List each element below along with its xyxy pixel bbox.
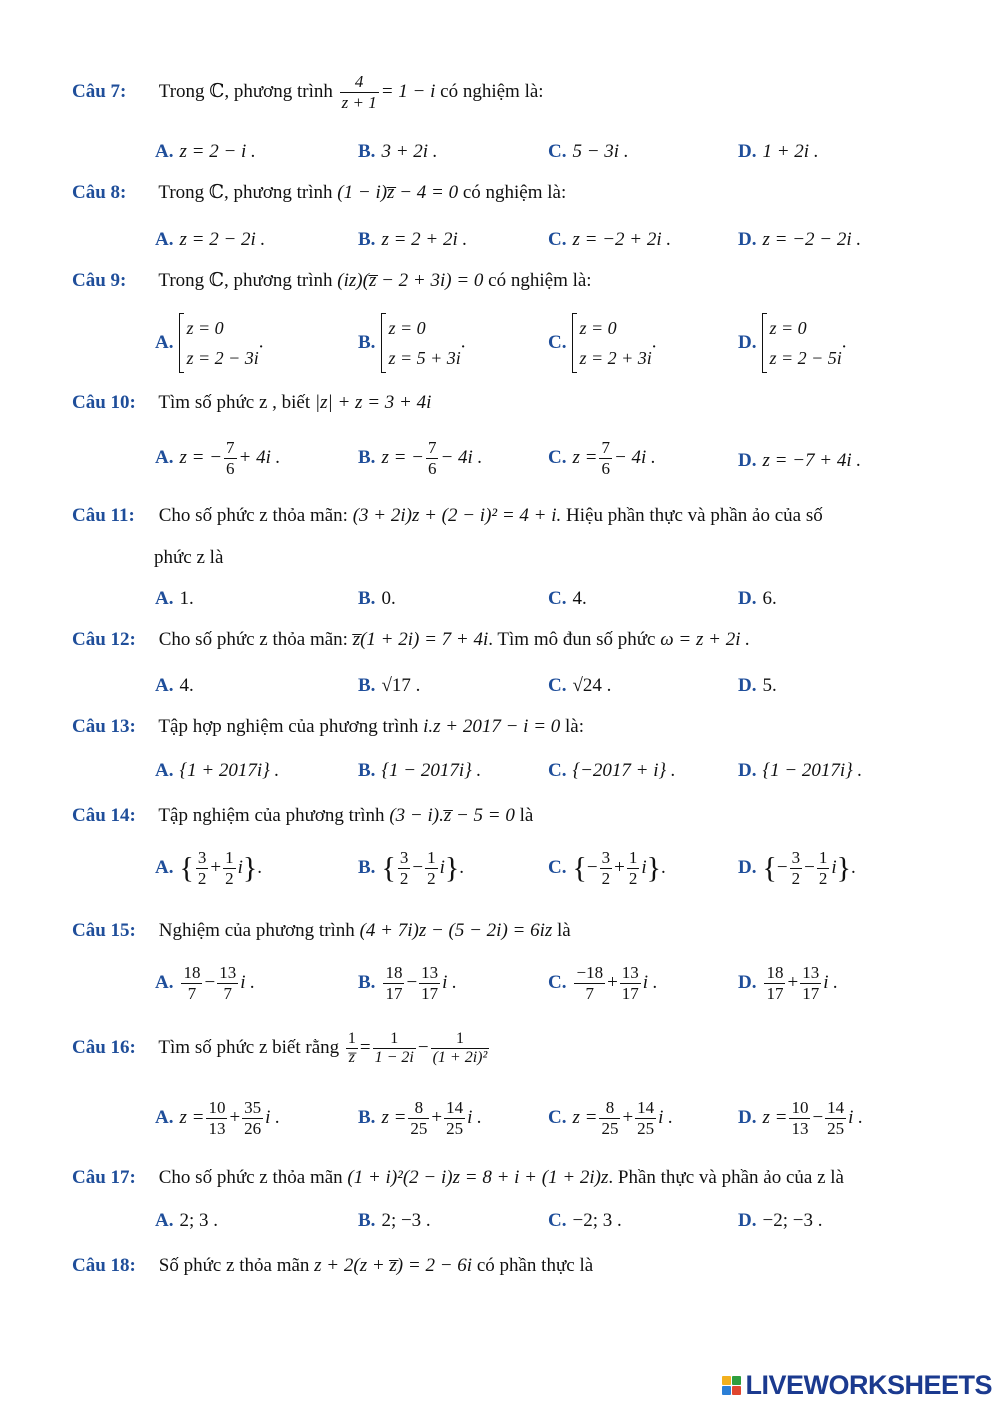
answer-d[interactable]: D. {1 − 2017i} . — [738, 760, 863, 781]
answer-d[interactable]: D. z = $\frac{10}{13}$ − $\frac{14}{25}$ i . — [738, 1098, 863, 1138]
question-text: có nghiệm là: — [440, 80, 544, 102]
answer-c[interactable]: C. z = −2 + 2i . — [548, 229, 672, 250]
answer-d[interactable]: D. 5. — [738, 675, 777, 696]
answer-c[interactable]: C. −2; 3 . — [548, 1210, 622, 1231]
answer-b[interactable]: B. z = 0 z = 5 + 3i . — [358, 313, 466, 373]
answer-c[interactable]: C. z = 0 z = 2 + 3i . — [548, 313, 657, 373]
answer-b[interactable]: B. z = $\frac{8}{25}$ + $\frac{14}{25}$ i . — [358, 1098, 482, 1138]
answer-b[interactable]: B. z = − $\frac{7}{6}$ − 4i . — [358, 438, 483, 478]
answer-a[interactable]: A. 2; 3 . — [155, 1210, 219, 1231]
question-7 — [72, 72, 544, 113]
question-text: Cho số phức z thỏa mãn: — [158, 629, 348, 650]
equation: (iz)(z̅ − 2 + 3i) = 0 — [337, 270, 484, 291]
question-label: Câu 13: — [72, 716, 136, 737]
question-15 — [72, 920, 571, 942]
answer-b[interactable]: B. {1 − 2017i} . — [358, 760, 482, 781]
answer-a[interactable]: A. 1. — [155, 588, 194, 609]
answer-a[interactable]: A. z = $\frac{10}{13}$ + $\frac{35}{26}$ i . — [155, 1098, 280, 1138]
answer-b[interactable]: B. 3 + 2i . — [358, 141, 438, 162]
answer-d[interactable]: D. $\frac{18}{17}$ + $\frac{13}{17}$ i . — [738, 963, 838, 1003]
question-11-line2 — [154, 547, 223, 569]
question-text: Trong ℂ, phương trình — [158, 182, 333, 203]
equation: = 1 − i — [380, 80, 436, 102]
answer-d[interactable]: D. 1 + 2i . — [738, 141, 819, 162]
question-text: Hiệu phần thực và phần ảo của số — [566, 505, 823, 526]
question-18 — [72, 1255, 593, 1277]
question-11 — [72, 505, 823, 527]
question-label: Câu 14: — [72, 805, 136, 826]
answer-d[interactable]: D. z = −2 − 2i . — [738, 229, 862, 250]
answer-b[interactable]: B. { $\frac{3}{2}$ − $\frac{1}{2}$ i}. — [358, 848, 464, 888]
answer-b[interactable]: B. z = 2 + 2i . — [358, 229, 468, 250]
question-label: Câu 11: — [72, 505, 135, 526]
answer-c[interactable]: C. 4. — [548, 588, 587, 609]
answer-d[interactable]: D. z = 0 z = 2 − 5i . — [738, 313, 847, 373]
equation: z + 2(z + z̅) = 2 − 6i — [314, 1255, 473, 1276]
question-text: có nghiệm là: — [488, 270, 592, 291]
question-text: Tập hợp nghiệm của phương trình — [158, 716, 419, 737]
question-16: Câu 16: Tìm số phức z biết rằng $\frac{1}{z̅}$ = $\frac{1}{1 - 2i}$ − $\frac{1}{\text{(1 + 2i)²}}$ — [72, 1030, 488, 1066]
question-text: có nghiệm là: — [462, 182, 567, 203]
fraction: $\frac{1}{z̅}$ — [347, 1030, 356, 1066]
equation: z̅(1 + 2i) = 7 + 4i — [352, 629, 489, 650]
equation: (1 − i)z̅ − 4 = 0 — [337, 182, 459, 203]
equation: i.z + 2017 − i = 0 — [423, 716, 561, 737]
answer-a[interactable]: A. z = 0 z = 2 − 3i . — [155, 313, 264, 373]
question-label: Câu 9: — [72, 270, 127, 291]
answer-d[interactable]: D. z = −7 + 4i . — [738, 450, 862, 471]
question-14 — [72, 805, 533, 827]
question-label: Câu 8: — [72, 182, 127, 203]
answer-b[interactable]: B. √17 . — [358, 675, 421, 696]
fraction: $\frac{1}{1 - 2i}$ — [374, 1030, 414, 1066]
answer-c[interactable]: C. $\frac{-18}{7}$ + $\frac{13}{17}$ i . — [548, 963, 658, 1003]
equation: (3 − i).z̅ − 5 = 0 — [389, 805, 515, 826]
answer-c[interactable]: C. z = $\frac{7}{6}$ − 4i . — [548, 438, 656, 478]
answer-a[interactable]: A. { $\frac{3}{2}$ + $\frac{1}{2}$ i}. — [155, 848, 263, 888]
answer-c[interactable]: C. 5 − 3i . — [548, 141, 629, 162]
logo-text: LIVEWORKSHEETS — [745, 1370, 992, 1400]
question-text: Trong ℂ, phương trình — [158, 270, 333, 291]
question-label: Câu 12: — [72, 629, 136, 650]
answer-d[interactable]: D. {− $\frac{3}{2}$ − $\frac{1}{2}$ i}. — [738, 848, 856, 888]
question-label: Câu 16: — [72, 1036, 136, 1058]
question-text: phức z là — [154, 547, 224, 568]
answer-b[interactable]: B. $\frac{18}{17}$ − $\frac{13}{17}$ i . — [358, 963, 457, 1003]
liveworksheets-logo — [722, 1370, 992, 1401]
question-text: Cho số phức z thỏa mãn — [158, 1167, 343, 1188]
question-label: Câu 15: — [72, 920, 136, 941]
question-text: là: — [565, 716, 585, 737]
question-10 — [72, 392, 431, 414]
answer-c[interactable]: C. z = $\frac{8}{25}$ + $\frac{14}{25}$ i . — [548, 1098, 673, 1138]
question-text: Tìm số phức z biết rằng — [158, 1036, 340, 1058]
answer-c[interactable]: C. {− $\frac{3}{2}$ + $\frac{1}{2}$ i}. — [548, 848, 666, 888]
question-text: là — [557, 920, 571, 941]
question-9 — [72, 269, 592, 292]
question-label: Câu 10: — [72, 392, 136, 413]
equation: |z| + z = 3 + 4i — [314, 392, 432, 413]
logo-mark-icon — [722, 1376, 741, 1395]
equation: ω = z + 2i . — [660, 629, 750, 650]
answer-d[interactable]: D. −2; −3 . — [738, 1210, 823, 1231]
answer-c[interactable]: C. √24 . — [548, 675, 612, 696]
question-text: Trong ℂ, phương trình — [158, 80, 333, 102]
answer-a[interactable]: A. 4. — [155, 675, 194, 696]
equation: (3 + 2i)z + (2 − i)² = 4 + i. — [352, 505, 562, 526]
fraction: $\frac{4}{z + 1}$ — [341, 72, 377, 112]
question-text: . Phần thực và phần ảo của z là — [608, 1167, 844, 1188]
question-12 — [72, 629, 750, 651]
question-text: Số phức z thỏa mãn — [158, 1255, 310, 1276]
question-text: có phần thực là — [476, 1255, 594, 1276]
question-8 — [72, 181, 566, 204]
question-label: Câu 17: — [72, 1167, 136, 1188]
answer-a[interactable]: A. z = 2 − i . — [155, 141, 256, 162]
equation: (1 + i)²(2 − i)z = 8 + i + (1 + 2i)z — [347, 1167, 609, 1188]
answer-a[interactable]: A. z = 2 − 2i . — [155, 229, 266, 250]
question-text: là — [519, 805, 534, 826]
question-text: Tập nghiệm của phương trình — [158, 805, 385, 826]
question-text: Nghiệm của phương trình — [158, 920, 355, 941]
fraction: $\frac{1}{\text{(1 + 2i)²}}$ — [432, 1030, 488, 1066]
question-text: Cho số phức z thỏa mãn: — [158, 505, 348, 526]
question-label: Câu 18: — [72, 1255, 136, 1276]
answer-c[interactable]: C. {−2017 + i} . — [548, 760, 676, 781]
question-17 — [72, 1167, 844, 1189]
question-13 — [72, 716, 584, 738]
answer-a[interactable]: A. z = − $\frac{7}{6}$ + 4i . — [155, 438, 281, 478]
answer-d[interactable]: D. 6. — [738, 588, 777, 609]
equation: (4 + 7i)z − (5 − 2i) = 6iz — [359, 920, 553, 941]
answer-b[interactable]: B. 0. — [358, 588, 396, 609]
question-text: Tìm số phức z , biết — [158, 392, 311, 413]
question-label: Câu 7: — [72, 80, 127, 102]
answer-a[interactable]: A. {1 + 2017i} . — [155, 760, 280, 781]
question-text: . Tìm mô đun số phức — [488, 629, 656, 650]
answer-b[interactable]: B. 2; −3 . — [358, 1210, 431, 1231]
answer-a[interactable]: A. $\frac{18}{7}$ − $\frac{13}{7}$ i . — [155, 963, 255, 1003]
